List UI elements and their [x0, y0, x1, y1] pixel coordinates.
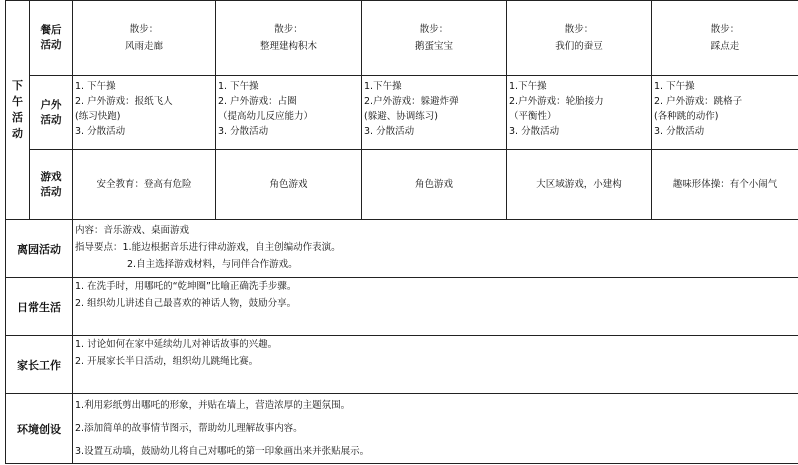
- games-row: [6, 150, 798, 220]
- leaving-label: 离园活动: [6, 220, 73, 278]
- outdoor-day-4: 1.下午操 2.户外游戏：轮胎接力 （平衡性） 3. 分散活动: [507, 76, 652, 150]
- outdoor-label: 户外活动: [40, 98, 62, 126]
- games-day-1: 安全教育：登高有危险: [73, 150, 216, 220]
- parents-label: 家长工作: [6, 336, 73, 394]
- outdoor-label-cell: [30, 76, 73, 150]
- games-label-cell: [30, 150, 73, 220]
- parents-item-2: 2. 开展家长半日活动，组织幼儿跳绳比赛。: [75, 356, 259, 367]
- environment-label: 环境创设: [6, 394, 73, 464]
- outdoor-day-3: 1.下午操 2.户外游戏：躲避炸弹 (躲避、协调练习) 3. 分散活动: [362, 76, 507, 150]
- daily-label: 日常生活: [6, 278, 73, 336]
- after-meal-day-1: 散步： 风雨走廊: [73, 1, 216, 76]
- environment-item-1: 1.利用彩纸剪出哪吒的形象，并贴在墙上，营造浓厚的主题氛围。: [75, 400, 351, 411]
- after-meal-day-3: 散步： 鹅蛋宝宝: [362, 1, 507, 76]
- environment-content-cell: [73, 394, 798, 464]
- leaving-guide-2: 2.自主选择游戏材料，与同伴合作游戏。: [127, 259, 298, 270]
- after-meal-row: [6, 1, 798, 76]
- after-meal-label: 餐后活动: [40, 24, 62, 51]
- environment-item-2: 2.添加简单的故事情节图示，帮助幼儿理解故事内容。: [75, 423, 303, 434]
- environment-row: [6, 394, 798, 464]
- daily-content-cell: [73, 278, 798, 336]
- weekly-plan-table: [5, 0, 798, 464]
- outdoor-day-1: 1. 下午操 2. 户外游戏：报纸飞人 (练习快跑) 3. 分散活动: [73, 76, 216, 150]
- daily-item-1: 1. 在洗手时，用哪吒的“乾坤圈”比喻正确洗手步骤。: [75, 281, 297, 292]
- leaving-content: 内容：音乐游戏、桌面游戏: [75, 225, 190, 236]
- games-label: 游戏活动: [40, 170, 62, 198]
- after-meal-day-4: 散步： 我们的蚕豆: [507, 1, 652, 76]
- outdoor-row: [6, 76, 798, 150]
- after-meal-label-cell: [30, 1, 73, 76]
- parents-content-cell: [73, 336, 798, 394]
- environment-item-3: 3.设置互动墙，鼓励幼儿将自己对哪吒的第一印象画出来并张贴展示。: [75, 446, 370, 457]
- games-day-3: 角色游戏: [362, 150, 507, 220]
- afternoon-label: 下午活动: [12, 79, 23, 140]
- outdoor-day-2: 1. 下午操 2. 户外游戏：占圈 （提高幼儿反应能力） 3. 分散活动: [216, 76, 362, 150]
- leaving-content-cell: [73, 220, 798, 278]
- daily-row: [6, 278, 798, 336]
- leaving-guide-1: 指导要点：1.能边根据音乐进行律动游戏，自主创编动作表演。: [75, 242, 341, 253]
- after-meal-day-2: 散步： 整理建构积木: [216, 1, 362, 76]
- after-meal-day-5: 散步： 踩点走: [652, 1, 798, 76]
- outdoor-day-5: 1. 下午操 2. 户外游戏：跳格子 (各种跳的动作) 3. 分散活动: [652, 76, 798, 150]
- games-day-5: 趣味形体操：有个小闹气: [652, 150, 798, 220]
- games-day-4: 大区域游戏，小建构: [507, 150, 652, 220]
- daily-item-2: 2. 组织幼儿讲述自己最喜欢的神话人物，鼓励分享。: [75, 298, 297, 309]
- parents-item-1: 1. 讨论如何在家中延续幼儿对神话故事的兴趣。: [75, 339, 278, 350]
- leaving-row: [6, 220, 798, 278]
- parents-row: [6, 336, 798, 394]
- games-day-2: 角色游戏: [216, 150, 362, 220]
- afternoon-label-cell: [6, 1, 30, 220]
